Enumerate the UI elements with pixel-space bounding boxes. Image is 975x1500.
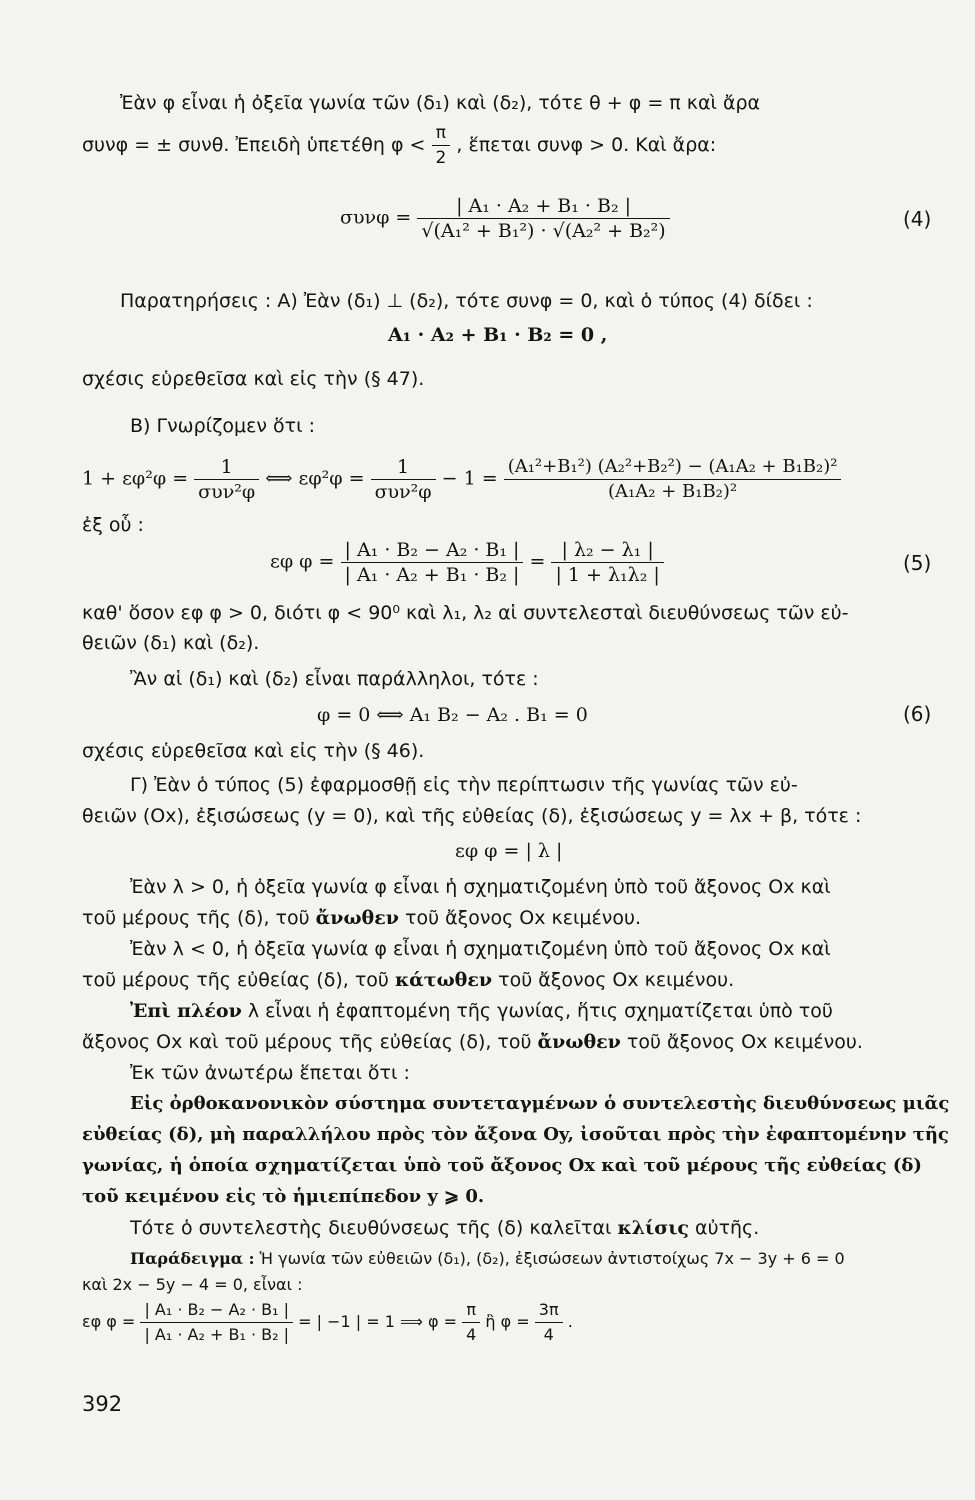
text-line — [82, 1029, 863, 1055]
remark-a-equation: A₁ · A₂ + B₁ · B₂ = 0 , — [388, 324, 608, 346]
fraction-numerator: 3π — [535, 1298, 563, 1323]
fraction — [504, 455, 842, 504]
fraction-denominator: 2 — [435, 148, 447, 168]
emphasis: κλίσις — [617, 1217, 689, 1239]
text-segment: συνφ = ± συνθ. Ἐπειδὴ ὑπετέθη φ < — [82, 134, 426, 156]
fraction-numerator: | λ₂ − λ₁ | — [551, 538, 663, 563]
text-segment: τοῦ ἄξονος Ox κειμένου. — [626, 1031, 863, 1053]
emphasis: ἄνωθεν — [315, 907, 399, 929]
text-segment: τοῦ μέρους τῆς εὐθείας (δ), τοῦ — [82, 969, 389, 991]
text-line — [130, 998, 833, 1024]
emphasis: κάτωθεν — [394, 969, 493, 991]
remark-a: Παρατηρήσεις : A) Ἐὰν (δ₁) ⊥ (δ₂), τότε συνφ = 0, καὶ ὁ τύπος (4) δίδει : — [120, 290, 813, 312]
equation-4 — [340, 194, 670, 243]
text-line: καθ' ὅσον εφ φ > 0, διότι φ < 90⁰ καὶ λ₁, λ₂ αἱ συντελεσταὶ διευθύνσεως τῶν εὐ- — [82, 602, 849, 624]
equation-text: = | −1 | = 1 ⟹ φ = — [298, 1312, 458, 1331]
text-segment: λ εἶναι ἡ ἐφαπτομένη τῆς γωνίας, ἥτις σχηματίζεται ὑπὸ τοῦ — [247, 1000, 833, 1022]
emphasis: Ἐπὶ πλέον — [130, 1000, 242, 1022]
fraction-denominator: 4 — [466, 1325, 477, 1344]
text-segment: Τότε ὁ συντελεστὴς διευθύνσεως τῆς (δ) καλεῖται — [130, 1217, 612, 1239]
equation-text: . — [567, 1312, 573, 1331]
page-number: 392 — [82, 1392, 123, 1416]
fraction — [341, 538, 524, 587]
fraction-denominator: | A₁ · A₂ + B₁ · B₂ | — [344, 564, 520, 586]
fraction — [417, 194, 669, 243]
fraction-denominator: √(A₁² + B₁²) · √(A₂² + B₂²) — [421, 220, 666, 242]
remark-c: Γ) Ἐὰν ὁ τύπος (5) ἐφαρμοσθῇ εἰς τὴν περίπτωσιν τῆς γωνίας τῶν εὐ- — [130, 774, 798, 796]
text-line: θειῶν (δ₁) καὶ (δ₂). — [82, 632, 260, 654]
text-line: σχέσις εὑρεθεῖσα καὶ εἰς τὴν (§ 46). — [82, 740, 425, 762]
fraction-denominator: 4 — [543, 1325, 554, 1344]
theorem-line: γωνίας, ἡ ὁποία σχηματίζεται ὑπὸ τοῦ ἄξονος Ox καὶ τοῦ μέρους τῆς εὐθείας (δ) — [82, 1155, 922, 1176]
equation-text: = — [529, 550, 546, 573]
text-line: σχέσις εὑρεθεῖσα καὶ εἰς τὴν (§ 47). — [82, 368, 425, 390]
equation-b — [82, 455, 841, 504]
example-equation — [82, 1298, 573, 1347]
example-line: καὶ 2x − 5y − 4 = 0, εἶναι : — [82, 1275, 303, 1294]
text-line: Ἐὰν φ εἶναι ἡ ὀξεῖα γωνία τῶν (δ₁) καὶ (δ₂), τότε θ + φ = π καὶ ἄρα — [120, 92, 761, 114]
equation-number: (6) — [903, 702, 932, 726]
text-line: Ἐκ τῶν ἀνωτέρω ἕπεται ὅτι : — [130, 1062, 410, 1084]
text-segment: ἄξονος Ox καὶ τοῦ μέρους τῆς εὐθείας (δ), τοῦ — [82, 1031, 532, 1053]
fraction — [462, 1298, 480, 1347]
fraction-denominator: | A₁ · A₂ + B₁ · B₂ | — [144, 1325, 289, 1344]
equation-number: (4) — [903, 207, 932, 231]
fraction-numerator: | A₁ · B₂ − A₂ · B₁ | — [140, 1298, 293, 1323]
fraction-numerator: 1 — [194, 455, 259, 480]
theorem-line: Εἰς ὀρθοκανονικὸν σύστημα συντεταγμένων ὁ συντελεστὴς διευθύνσεως μιᾶς — [130, 1093, 950, 1114]
equation-text: ⟺ εφ²φ = — [265, 467, 365, 490]
fraction-denominator: (A₁A₂ + B₁B₂)² — [608, 481, 738, 502]
text-line: Ἐὰν λ > 0, ἡ ὀξεῖα γωνία φ εἶναι ἡ σχηματιζομένη ὑπὸ τοῦ ἄξονος Ox καὶ — [130, 876, 831, 898]
fraction-numerator: π — [462, 1298, 480, 1323]
fraction-denominator: | 1 + λ₁λ₂ | — [555, 564, 660, 586]
text-line — [82, 905, 641, 931]
text-line: θειῶν (Ox), ἐξισώσεως (y = 0), καὶ τῆς εὐθείας (δ), ἐξισώσεως y = λx + β, τότε : — [82, 805, 862, 827]
fraction — [140, 1298, 293, 1347]
text-segment: , ἕπεται συνφ > 0. Καὶ ἄρα: — [456, 134, 717, 156]
text-segment: τοῦ μέρους τῆς (δ), τοῦ — [82, 907, 310, 929]
remark-b: B) Γνωρίζομεν ὅτι : — [130, 415, 315, 437]
fraction-numerator: 1 — [371, 455, 436, 480]
text-line: Ἂν αἱ (δ₁) καὶ (δ₂) εἶναι παράλληλοι, τότε : — [130, 668, 539, 690]
text-line: Ἐὰν λ < 0, ἡ ὀξεῖα γωνία φ εἶναι ἡ σχηματιζομένη ὑπὸ τοῦ ἄξονος Ox καὶ — [130, 938, 831, 960]
fraction-numerator: | A₁ · B₂ − A₂ · B₁ | — [341, 538, 524, 563]
text-line — [82, 121, 716, 170]
example-line — [130, 1246, 845, 1272]
emphasis: ἄνωθεν — [537, 1031, 621, 1053]
equation-number: (5) — [903, 551, 932, 575]
equation-lhs: εφ φ = — [270, 550, 335, 573]
equation-slope: εφ φ = | λ | — [455, 840, 563, 862]
equation-text: − 1 = — [441, 467, 498, 490]
text-line — [82, 967, 734, 993]
text-line: ἐξ οὗ : — [82, 514, 144, 536]
fraction — [551, 538, 663, 587]
fraction — [194, 455, 259, 504]
equation-lhs: εφ φ = — [82, 1312, 136, 1331]
fraction-numerator: π — [432, 121, 451, 146]
equation-5 — [270, 538, 664, 587]
equation-lhs: 1 + εφ²φ = — [82, 467, 189, 490]
equation-lhs: συνφ = — [340, 206, 412, 229]
fraction-denominator: συν²φ — [374, 481, 432, 503]
example-label: Παράδειγμα : — [130, 1249, 255, 1268]
fraction-pi-over-2 — [432, 121, 451, 170]
theorem-line: εὐθείας (δ), μὴ παραλλήλου πρὸς τὸν ἄξονα Oy, ἰσοῦται πρὸς τὴν ἐφαπτομένην τῆς — [82, 1124, 949, 1145]
text-segment: αὐτῆς. — [695, 1217, 760, 1239]
fraction-numerator: | A₁ · A₂ + B₁ · B₂ | — [417, 194, 669, 219]
equation-text: ἢ φ = — [485, 1312, 530, 1331]
text-segment: Ἡ γωνία τῶν εὐθειῶν (δ₁), (δ₂), ἐξισώσεων ἀντιστοίχως 7x − 3y + 6 = 0 — [259, 1249, 845, 1268]
text-segment: τοῦ ἄξονος Ox κειμένου. — [498, 969, 735, 991]
fraction — [535, 1298, 563, 1347]
fraction — [371, 455, 436, 504]
text-segment: τοῦ ἄξονος Ox κειμένου. — [405, 907, 642, 929]
fraction-denominator: συν²φ — [198, 481, 256, 503]
equation-6: φ = 0 ⟺ A₁ B₂ − A₂ . B₁ = 0 — [317, 704, 588, 726]
theorem-line: τοῦ κειμένου εἰς τὸ ἡμιεπίπεδον y ⩾ 0. — [82, 1186, 485, 1207]
text-line — [130, 1215, 759, 1241]
fraction-numerator: (A₁²+B₁²) (A₂²+B₂²) − (A₁A₂ + B₁B₂)² — [504, 455, 842, 480]
